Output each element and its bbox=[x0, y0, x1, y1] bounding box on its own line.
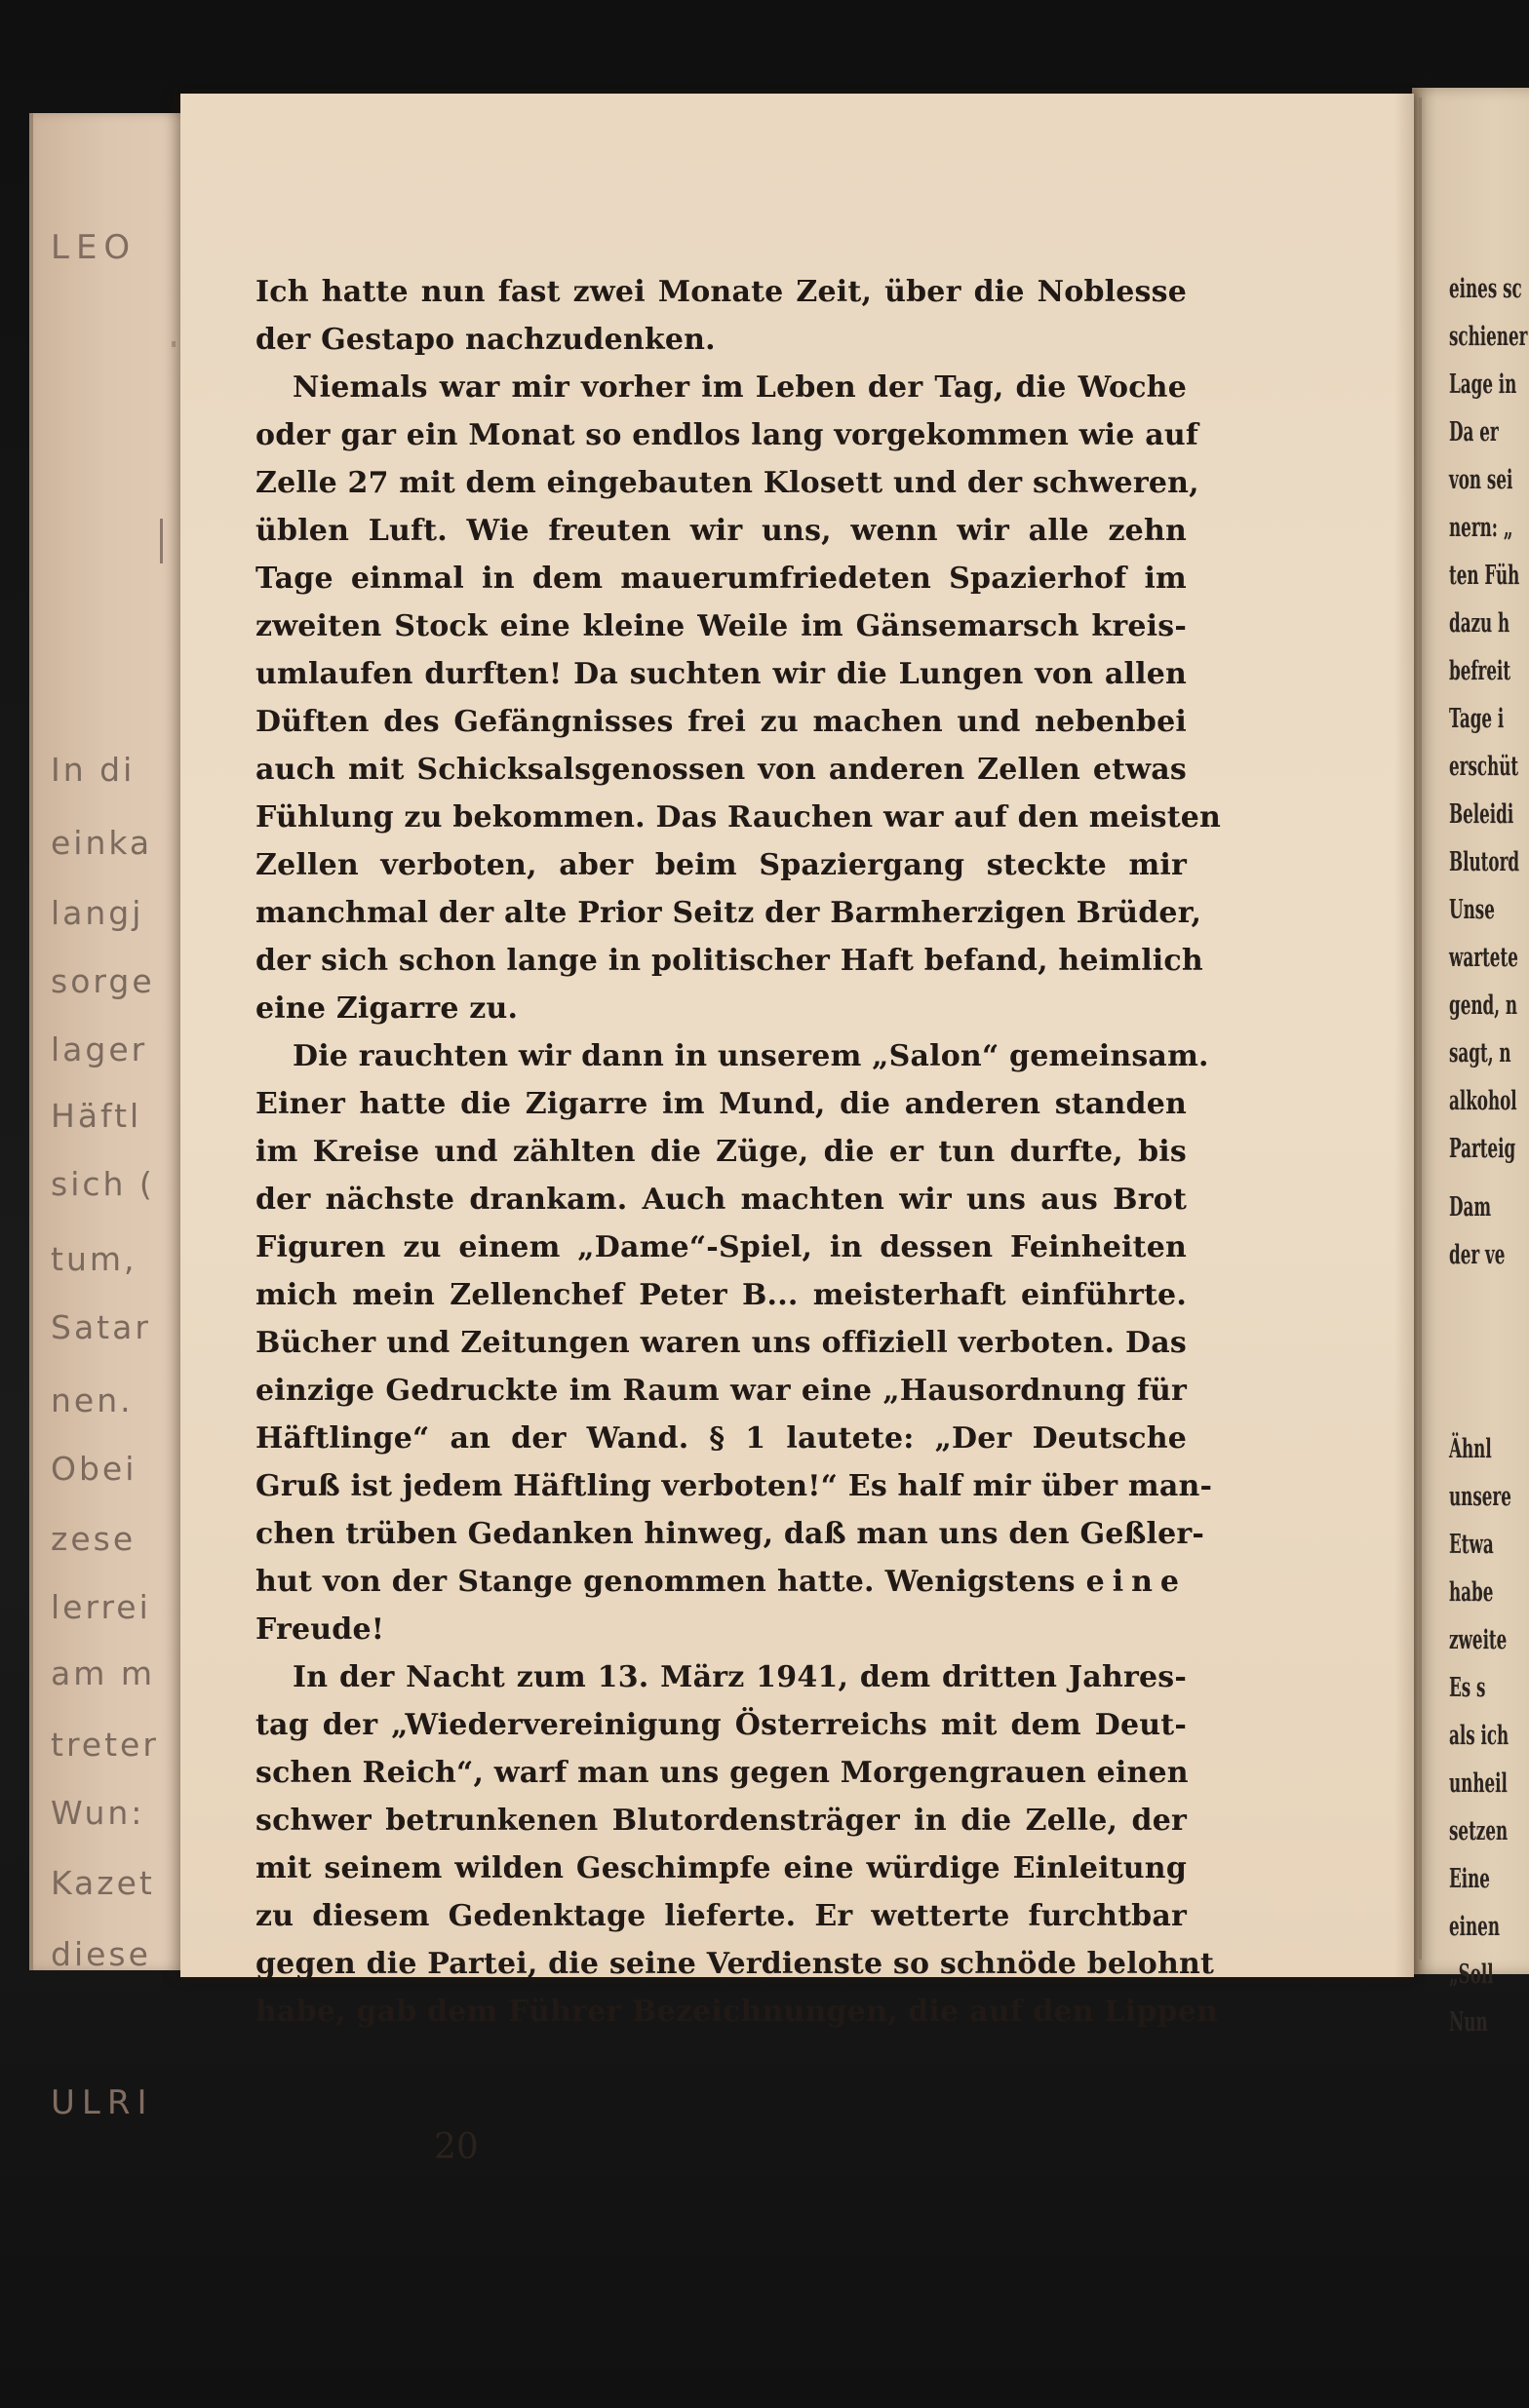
right-fragment-line: ten Füh bbox=[1449, 561, 1520, 591]
text-line: tag der „Wiedervereinigung Österreichs mit dem Deut- bbox=[255, 1708, 1187, 1742]
right-fragment-line: einen bbox=[1449, 1912, 1501, 1942]
left-fragment-line: Kazet bbox=[51, 1864, 155, 1902]
spaced-word: eine bbox=[1085, 1565, 1187, 1599]
page-number: 20 bbox=[434, 2127, 479, 2167]
right-fragment-line: Blutord bbox=[1449, 847, 1520, 877]
right-fragment-line: Tage i bbox=[1449, 704, 1505, 734]
right-fragment-line: der ve bbox=[1449, 1240, 1506, 1270]
left-header-fragment: LEO bbox=[51, 228, 137, 267]
text-line: auch mit Schicksalsgenossen von anderen Zellen etwas bbox=[255, 753, 1187, 787]
left-fragment-line: lerrei bbox=[51, 1588, 151, 1626]
left-fragment-line: zese bbox=[51, 1520, 137, 1558]
text-line: Figuren zu einem „Dame“-Spiel, in dessen Feinheiten bbox=[255, 1230, 1187, 1264]
left-fragment-line: einka bbox=[51, 824, 153, 862]
text-line: Ich hatte nun fast zwei Monate Zeit, über die Noblesse bbox=[255, 275, 1187, 309]
right-fragment-line: Dam bbox=[1449, 1192, 1492, 1223]
text-line: Einer hatte die Zigarre im Mund, die anderen standen bbox=[255, 1087, 1187, 1121]
text-line: Gruß ist jedem Häftling verboten!“ Es half mir über man- bbox=[255, 1469, 1213, 1503]
text-line: oder gar ein Monat so endlos lang vorgekommen wie auf bbox=[255, 418, 1198, 452]
left-footer-fragment: ULRI bbox=[51, 2083, 154, 2122]
text-line: einzige Gedruckte im Raum war eine „Hausordnung für bbox=[255, 1374, 1187, 1408]
left-fragment-line: tum, bbox=[51, 1240, 137, 1278]
text-line: mich mein Zellenchef Peter B... meisterhaft einführte. bbox=[255, 1278, 1187, 1312]
left-fragment-line: Satar bbox=[51, 1308, 151, 1346]
text-line: In der Nacht zum 13. März 1941, dem dritten Jahres- bbox=[293, 1660, 1187, 1694]
left-fragment-line: Wun: bbox=[51, 1794, 145, 1832]
left-fragment-line: sorge bbox=[51, 962, 155, 1000]
right-fragment-line: habe bbox=[1449, 1577, 1494, 1608]
right-fragment-line: zweite bbox=[1449, 1625, 1508, 1655]
left-fragment-line: In di bbox=[51, 751, 136, 789]
right-fragment-line: dazu h bbox=[1449, 608, 1510, 639]
left-fragment-line: Obei bbox=[51, 1450, 137, 1488]
right-fragment-line: unheil bbox=[1449, 1768, 1508, 1799]
text-line-with-spaced-word bbox=[255, 1566, 1187, 1599]
text-line: mit seinem wilden Geschimpfe eine würdige Einleitung bbox=[255, 1851, 1187, 1885]
text-line: Zelle 27 mit dem eingebauten Klosett und der schweren, bbox=[255, 466, 1199, 500]
text-line: Freude! bbox=[255, 1612, 385, 1647]
text-line: der sich schon lange in politischer Haft befand, heimlich bbox=[255, 944, 1203, 978]
text-line-start: hut von der Stange genommen hatte. Wenigstens bbox=[255, 1565, 1076, 1599]
right-fragment-line: von sei bbox=[1449, 465, 1513, 495]
text-line: Die rauchten wir dann in unserem „Salon“ gemeinsam. bbox=[293, 1039, 1209, 1073]
text-line: der Gestapo nachzudenken. bbox=[255, 323, 716, 357]
text-line: manchmal der alte Prior Seitz der Barmherzigen Brüder, bbox=[255, 896, 1202, 930]
right-fragment-line: Nun bbox=[1449, 2007, 1488, 2038]
right-fragment-line: setzen bbox=[1449, 1816, 1509, 1846]
left-divider-bar bbox=[160, 519, 163, 563]
left-fragment-line: nen. bbox=[51, 1381, 134, 1419]
text-line: schen Reich“, warf man uns gegen Morgengrauen einen bbox=[255, 1756, 1189, 1790]
right-fragment-line: Da er bbox=[1449, 417, 1499, 447]
right-fragment-line: Lage in bbox=[1449, 369, 1517, 400]
right-fragment-line: erschüt bbox=[1449, 752, 1519, 782]
text-line: Niemals war mir vorher im Leben der Tag, die Woche bbox=[293, 370, 1187, 405]
right-fragment-line: schiener bbox=[1449, 322, 1528, 352]
text-line: chen trüben Gedanken hinweg, daß man uns den Geßler- bbox=[255, 1517, 1205, 1551]
text-line: zu diesem Gedenktage lieferte. Er wetterte furchtbar bbox=[255, 1899, 1187, 1933]
text-line: schwer betrunkenen Blutordensträger in die Zelle, der bbox=[255, 1804, 1187, 1838]
text-line: Düften des Gefängnisses frei zu machen und nebenbei bbox=[255, 705, 1187, 739]
right-fragment-line: gend, n bbox=[1449, 990, 1518, 1021]
text-line: umlaufen durften! Da suchten wir die Lungen von allen bbox=[255, 657, 1187, 691]
right-fragment-line: Ähnl bbox=[1449, 1434, 1492, 1464]
text-line: Bücher und Zeitungen waren uns offiziell verboten. Das bbox=[255, 1326, 1187, 1360]
right-fragment-line: Eine bbox=[1449, 1864, 1490, 1894]
right-page-gutter bbox=[1419, 97, 1422, 1960]
right-fragment-line: Parteig bbox=[1449, 1134, 1516, 1164]
right-fragment-line: Etwa bbox=[1449, 1530, 1494, 1560]
text-line: Häftlinge“ an der Wand. § 1 lautete: „Der Deutsche bbox=[255, 1421, 1187, 1456]
text-line: üblen Luft. Wie freuten wir uns, wenn wir alle zehn bbox=[255, 514, 1187, 548]
right-fragment-line: eines sc bbox=[1449, 274, 1522, 304]
right-fragment-line: „Soll bbox=[1449, 1960, 1494, 1990]
left-fragment-line: am m bbox=[51, 1654, 156, 1692]
text-line: Fühlung zu bekommen. Das Rauchen war auf den meisten bbox=[255, 800, 1222, 835]
right-fragment-line: sagt, n bbox=[1449, 1038, 1511, 1068]
left-fragment-line: diese bbox=[51, 1935, 151, 1973]
right-fragment-line: alkohol bbox=[1449, 1086, 1517, 1116]
right-fragment-line: nern: „ bbox=[1449, 513, 1513, 543]
right-fragment-line: befreit bbox=[1449, 656, 1511, 686]
left-fragment-line: langj bbox=[51, 894, 144, 932]
text-line: eine Zigarre zu. bbox=[255, 991, 519, 1026]
text-line: gegen die Partei, die seine Verdienste so schnöde belohnt bbox=[255, 1947, 1215, 1981]
right-fragment-line: Beleidi bbox=[1449, 799, 1514, 830]
text-line: Zellen verboten, aber beim Spaziergang steckte mir bbox=[255, 848, 1187, 882]
right-fragment-line: Es s bbox=[1449, 1673, 1486, 1703]
text-line: der nächste drankam. Auch machten wir uns aus Brot bbox=[255, 1183, 1187, 1217]
left-fragment-line: sich ( bbox=[51, 1165, 155, 1203]
right-fragment-line: wartete bbox=[1449, 943, 1518, 973]
text-line: Tage einmal in dem mauerumfriedeten Spazierhof im bbox=[255, 562, 1187, 596]
text-line: zweiten Stock eine kleine Weile im Gänsemarsch kreis- bbox=[255, 609, 1187, 643]
left-fragment-line: Häftl bbox=[51, 1097, 142, 1135]
left-fragment-line: treter bbox=[51, 1726, 159, 1764]
right-fragment-line: als ich bbox=[1449, 1721, 1509, 1751]
left-fragment-line: lager bbox=[51, 1030, 148, 1068]
text-line: habe, gab dem Führer Bezeichnungen, die auf den Lippen bbox=[255, 1995, 1219, 2029]
right-fragment-line: Unse bbox=[1449, 895, 1495, 925]
right-fragment-line: unsere bbox=[1449, 1482, 1511, 1512]
left-page-mark bbox=[172, 341, 176, 347]
text-line: im Kreise und zählten die Züge, die er tun durfte, bis bbox=[255, 1135, 1187, 1169]
